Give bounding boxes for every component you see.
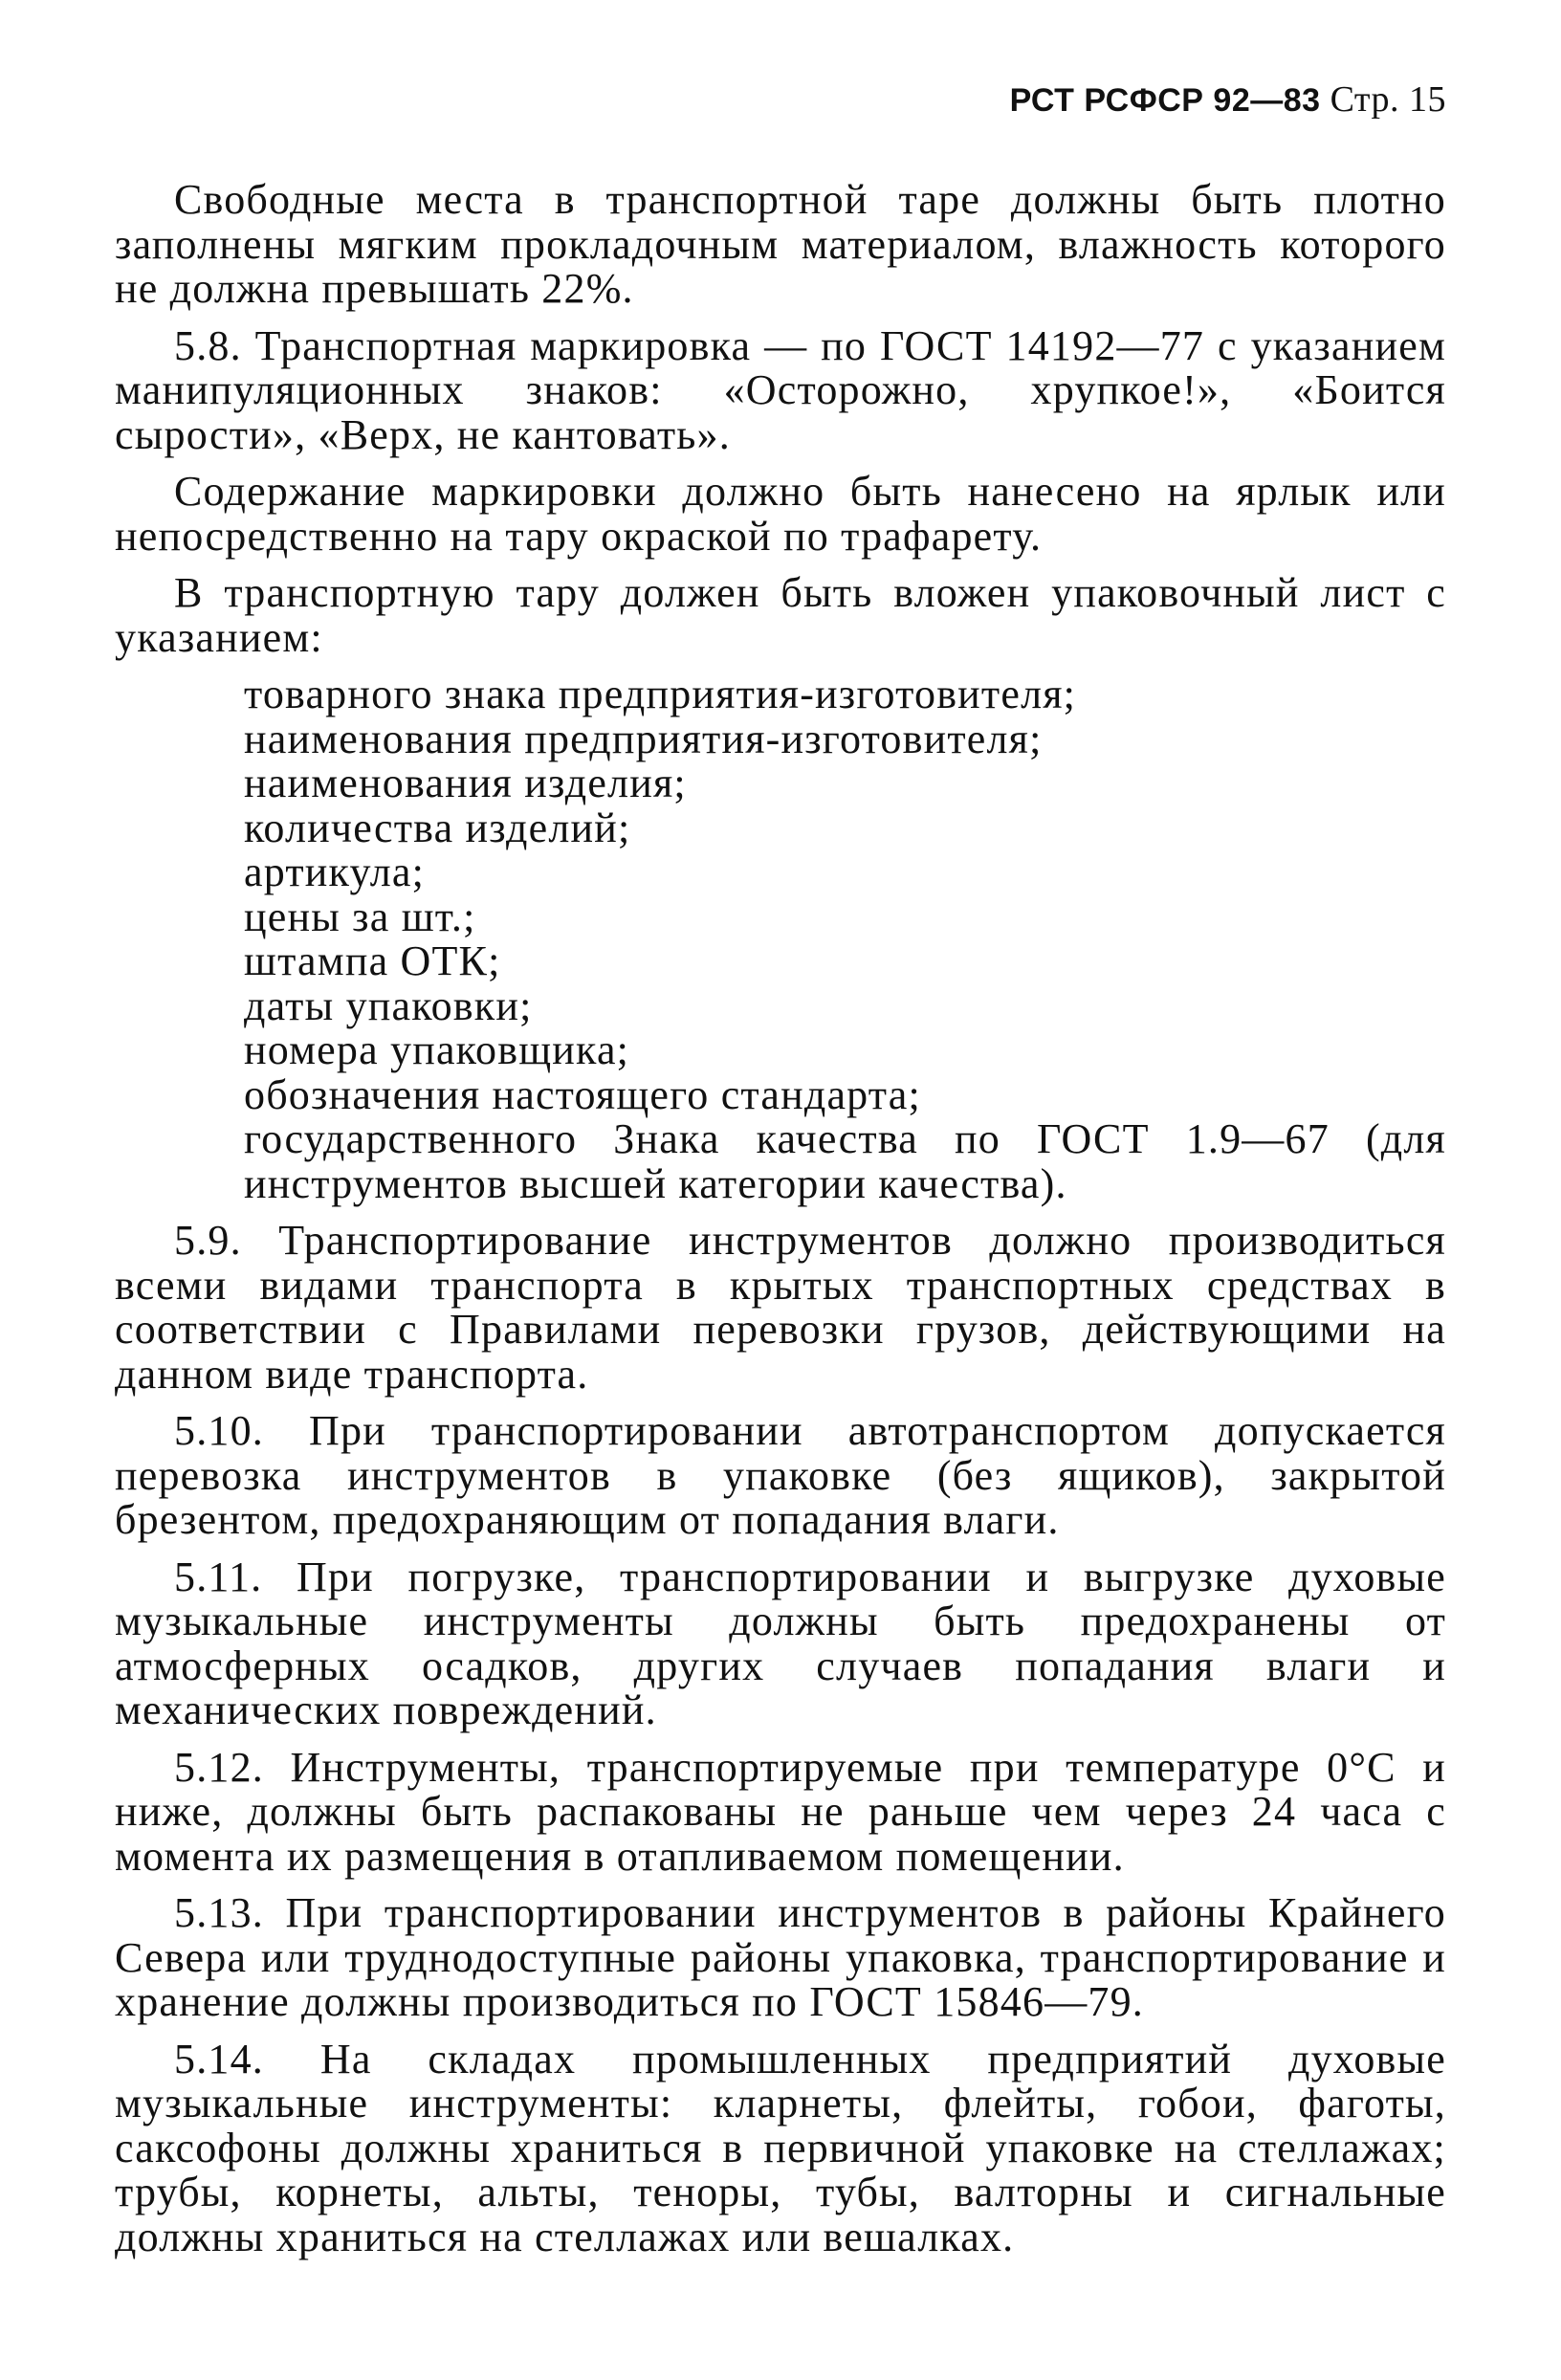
page-header bbox=[1010, 78, 1446, 121]
list-item: цены за шт.; bbox=[244, 892, 476, 940]
list-item: наименования изделия; bbox=[244, 760, 687, 806]
paragraph-5-11: 5.11. При погрузке, транспортировании и выгрузке духовые музыкальные инструменты должны быть предохранены от атмосферных осадков, других случаев попадания влаги и механических повреждений. bbox=[115, 1553, 1446, 1733]
page-number: Стр. 15 bbox=[1330, 79, 1446, 120]
standard-number: РСТ РСФСР 92—83 bbox=[1009, 82, 1321, 119]
paragraph-5-9: 5.9. Транспортирование инструментов должно производиться всеми видами транспорта в крытых транспортных средствах в соответствии с Правилами перевозки грузов, действующими на данном виде транспорта. bbox=[115, 1217, 1446, 1398]
paragraph-free-space: Свободные места в транспортной таре должны быть плотно заполнены мягким прокладочным материалом, влажность которого не должна превышать 22%. bbox=[115, 176, 1446, 312]
paragraph-5-13: 5.13. При транспортировании инструментов в районы Крайнего Севера или труднодоступные районы упаковка, транспортирование и хранение должны производиться по ГОСТ 15846—79. bbox=[115, 1889, 1446, 2025]
list-item: государственного Знака качества по ГОСТ 1.9—67 (для инструментов высшей категории качества). bbox=[244, 1115, 1446, 1207]
paragraph-5-14: 5.14. На складах промышленных предприятий духовые музыкальные инструменты: кларнеты, флейты, гобои, фаготы, саксофоны должны храниться в первичной упаковке на стеллажах; трубы, корнеты, альты, теноры, тубы, валторны и сигнальные должны храниться на стеллажах или вешалках. bbox=[115, 2035, 1446, 2260]
list-item: наименования предприятия-изготовителя; bbox=[244, 715, 1043, 762]
paragraph-packing-list: В транспортную тару должен быть вложен упаковочный лист с указанием: bbox=[115, 569, 1446, 661]
paragraph-marking-content: Содержание маркировки должно быть нанесено на ярлык или непосредственно на тару окраской по трафарету. bbox=[115, 468, 1446, 560]
list-item: даты упаковки; bbox=[244, 981, 533, 1029]
list-item: товарного знака предприятия-изготовителя; bbox=[244, 671, 1077, 717]
paragraph-5-8: 5.8. Транспортная маркировка — по ГОСТ 14192—77 с указанием манипуляционных знаков: «Осторожно, хрупкое!», «Боится сырости», «Верх, не кантовать». bbox=[115, 321, 1446, 458]
list-item: номера упаковщика; bbox=[244, 1026, 630, 1073]
list-item: штампа ОТК; bbox=[244, 937, 501, 984]
packing-list-items bbox=[115, 672, 1446, 1206]
list-item: обозначения настоящего стандарта; bbox=[244, 1070, 921, 1118]
document-body bbox=[115, 178, 1446, 2272]
list-item: артикула; bbox=[244, 848, 426, 895]
paragraph-5-12: 5.12. Инструменты, транспортируемые при температуре 0°С и ниже, должны быть распакованы не раньше чем через 24 часа с момента их размещения в отапливаемом помещении. bbox=[115, 1743, 1446, 1880]
paragraph-5-10: 5.10. При транспортировании автотранспортом допускается перевозка инструментов в упаковке (без ящиков), закрытой брезентом, предохраняющим от попадания влаги. bbox=[115, 1407, 1446, 1543]
list-item: количества изделий; bbox=[244, 804, 631, 851]
